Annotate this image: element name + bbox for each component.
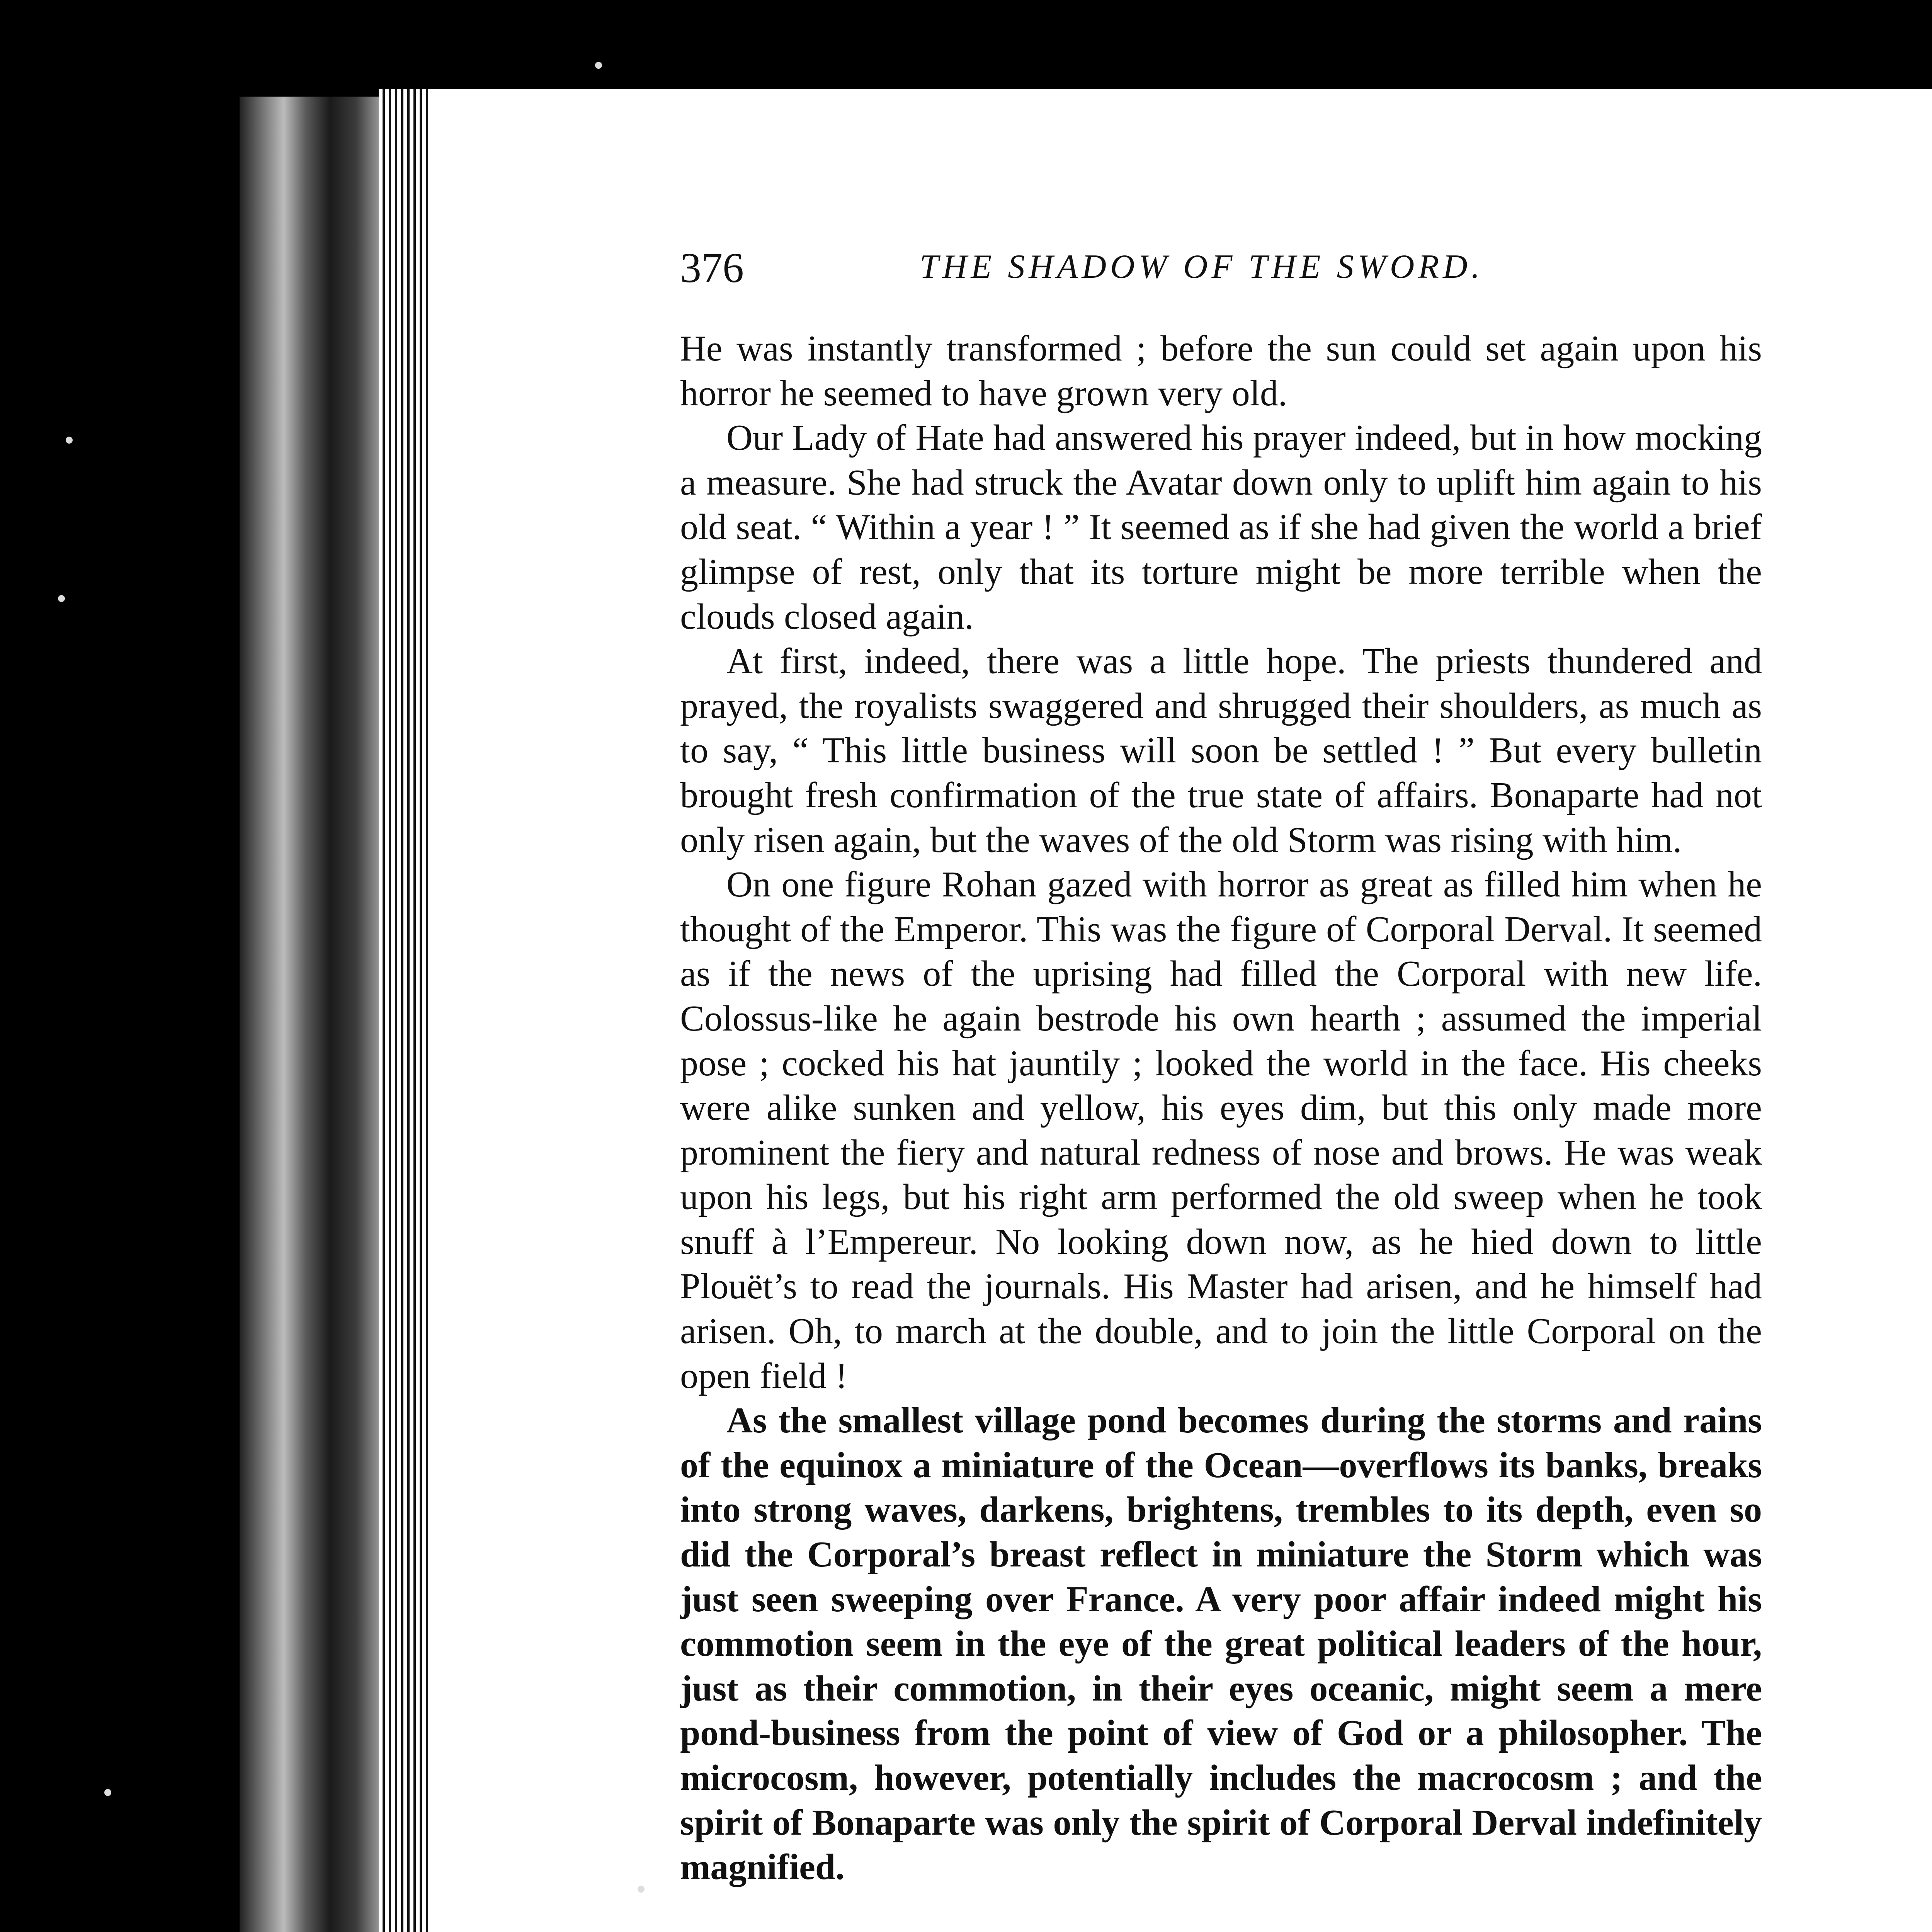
page-edges — [379, 89, 433, 1932]
paragraph: On one figure Rohan gazed with horror as great as filled him when he thought of the Emperor. This was the figure of Corporal Derval. It seemed as if the news of the uprising had filled the Corporal with new life. Colossus-like he again bestrode his own hearth ; assumed the imperial pose ; cocked his hat jauntily ; looked the world in the face. His cheeks were alike sunken and yellow, his eyes dim, but this only made more prominent the fiery and natural redness of nose and brows. He was weak upon his legs, but his right arm performed the old sweep when he took snuff à l’Empereur. No looking down now, as he hied down to little Plouët’s to read the journals. His Master had arisen, and he himself had arisen. Oh, to march at the double, and to join the little Corporal on the open field ! — [680, 864, 1762, 1396]
paragraph: As the smallest village pond becomes during the storms and rains of the equinox a miniature of the Ocean—overflows its banks, breaks into strong waves, darkens, brightens, trembles to its depth, even so did the Corporal’s breast reflect in miniature the Storm which was just seen sweeping over France. A very poor affair indeed might his commotion seem in the eye of the great political leaders of the hour, just as their commotion, in their eyes oceanic, might seem a mere pond-business from the point of view of God or a philosopher. The microcosm, however, potentially includes the macrocosm ; and the spirit of Bonaparte was only the spirit of Corporal Derval indefinitely magnified. — [680, 1400, 1762, 1888]
dust-speck — [58, 595, 65, 602]
dust-speck — [104, 1789, 111, 1796]
paragraph: Our Lady of Hate had answered his prayer indeed, but in how mocking a measure. She had struck the Avatar down only to uplift him again to his old seat. “ Within a year ! ” It seemed as if she had given the world a brief glimpse of rest, only that its torture might be more terrible when the clouds closed again. — [680, 418, 1762, 637]
running-head — [680, 243, 1770, 305]
dust-speck — [595, 62, 602, 69]
running-title: THE SHADOW OF THE SWORD. — [920, 248, 1484, 286]
dust-speck — [638, 1886, 645, 1893]
body-text — [680, 327, 1762, 1890]
paragraph: He was instantly transformed ; before the sun could set again upon his horror he seemed to have grown very old. — [680, 328, 1762, 413]
dust-speck — [66, 437, 73, 444]
page-number: 376 — [680, 244, 744, 291]
paragraph: At first, indeed, there was a little hope. The priests thundered and prayed, the royalists swaggered and shrugged their shoulders, as much as to say, “ This little business will soon be settled ! ” But every bulletin brought fresh confirmation of the true state of affairs. Bonaparte had not only risen again, but the waves of the old Storm was rising with him. — [680, 641, 1762, 860]
